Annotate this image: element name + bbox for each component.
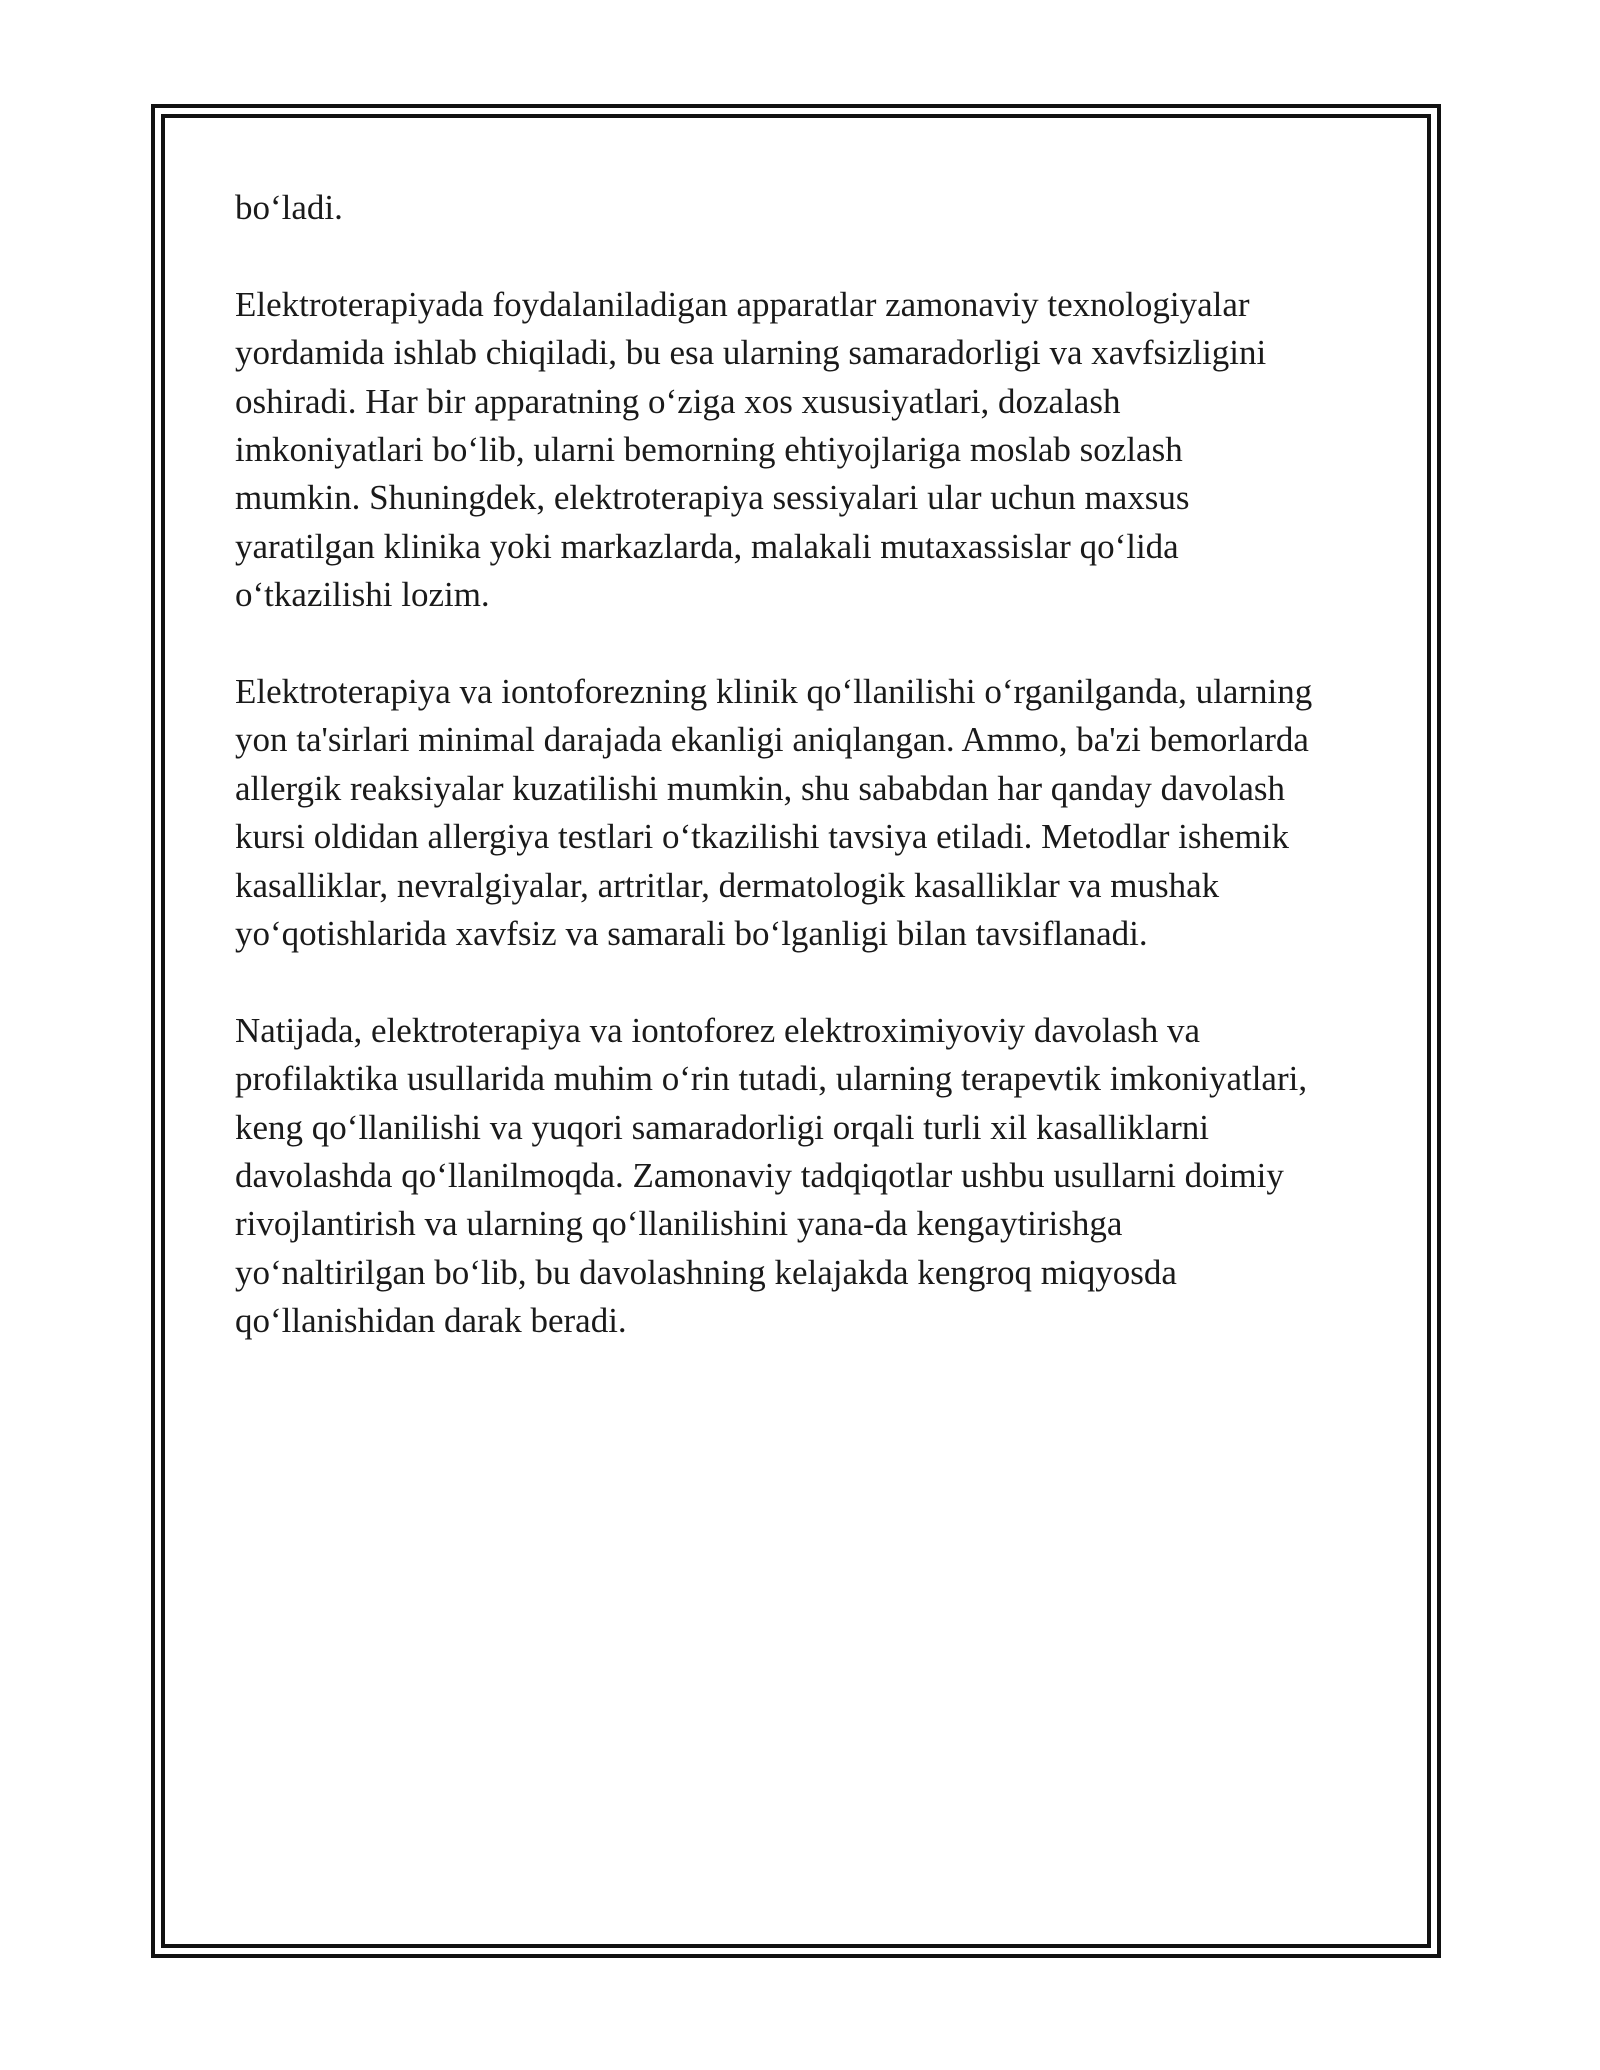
text-line: Elektroterapiya va iontoforezning klinik qo‘llanilishi o‘rganilganda, ularning bbox=[235, 672, 1313, 712]
text-line: yo‘naltirilgan bo‘lib, bu davolashning kelajakda kengroq miqyosda bbox=[235, 1252, 1177, 1292]
text-line: imkoniyatlari bo‘lib, ularni bemorning ehtiyojlariga moslab sozlash bbox=[235, 430, 1183, 470]
text-line: kasalliklar, nevralgiyalar, artritlar, dermatologik kasalliklar va mushak bbox=[235, 865, 1220, 905]
paragraph-gap bbox=[235, 232, 1385, 280]
document-body bbox=[235, 184, 1385, 1346]
text-line: yo‘qotishlarida xavfsiz va samarali bo‘lganligi bilan tavsiflanadi. bbox=[235, 914, 1148, 954]
text-line: profilaktika usullarida muhim o‘rin tutadi, ularning terapevtik imkoniyatlari, bbox=[235, 1059, 1308, 1099]
paragraph-gap bbox=[235, 620, 1385, 668]
paragraph-1 bbox=[235, 184, 1385, 232]
paragraph-gap bbox=[235, 958, 1385, 1006]
text-line: o‘tkazilishi lozim. bbox=[235, 575, 490, 615]
text-line: oshiradi. Har bir apparatning o‘ziga xos xususiyatlari, dozalash bbox=[235, 381, 1121, 421]
paragraph-4 bbox=[235, 1007, 1385, 1346]
text-line: yordamida ishlab chiqiladi, bu esa ularning samaradorligi va xavfsizligini bbox=[235, 333, 1267, 373]
text-line: davolashda qo‘llanilmoqda. Zamonaviy tadqiqotlar ushbu usullarni doimiy bbox=[235, 1156, 1284, 1196]
text-line: mumkin. Shuningdek, elektroterapiya sessiyalari ular uchun maxsus bbox=[235, 478, 1190, 518]
text-line: Natijada, elektroterapiya va iontoforez elektroximiyoviy davolash va bbox=[235, 1010, 1201, 1050]
text-line: yon ta'sirlari minimal darajada ekanligi aniqlangan. Ammo, ba'zi bemorlarda bbox=[235, 720, 1309, 760]
paragraph-3 bbox=[235, 668, 1385, 958]
text-line: qo‘llanishidan darak beradi. bbox=[235, 1301, 627, 1341]
text-line: kursi oldidan allergiya testlari o‘tkazilishi tavsiya etiladi. Metodlar ishemik bbox=[235, 817, 1289, 857]
text-line: Elektroterapiyada foydalaniladigan apparatlar zamonaviy texnologiyalar bbox=[235, 284, 1250, 324]
text-line: yaratilgan klinika yoki markazlarda, malakali mutaxassislar qo‘lida bbox=[235, 526, 1179, 566]
paragraph-2 bbox=[235, 281, 1385, 620]
text-line: bo‘ladi. bbox=[235, 188, 343, 227]
text-line: allergik reaksiyalar kuzatilishi mumkin, shu sababdan har qanday davolash bbox=[235, 768, 1286, 808]
text-line: keng qo‘llanilishi va yuqori samaradorligi orqali turli xil kasalliklarni bbox=[235, 1107, 1209, 1147]
text-line: rivojlantirish va ularning qo‘llanilishini yana-da kengaytirishga bbox=[235, 1204, 1123, 1244]
